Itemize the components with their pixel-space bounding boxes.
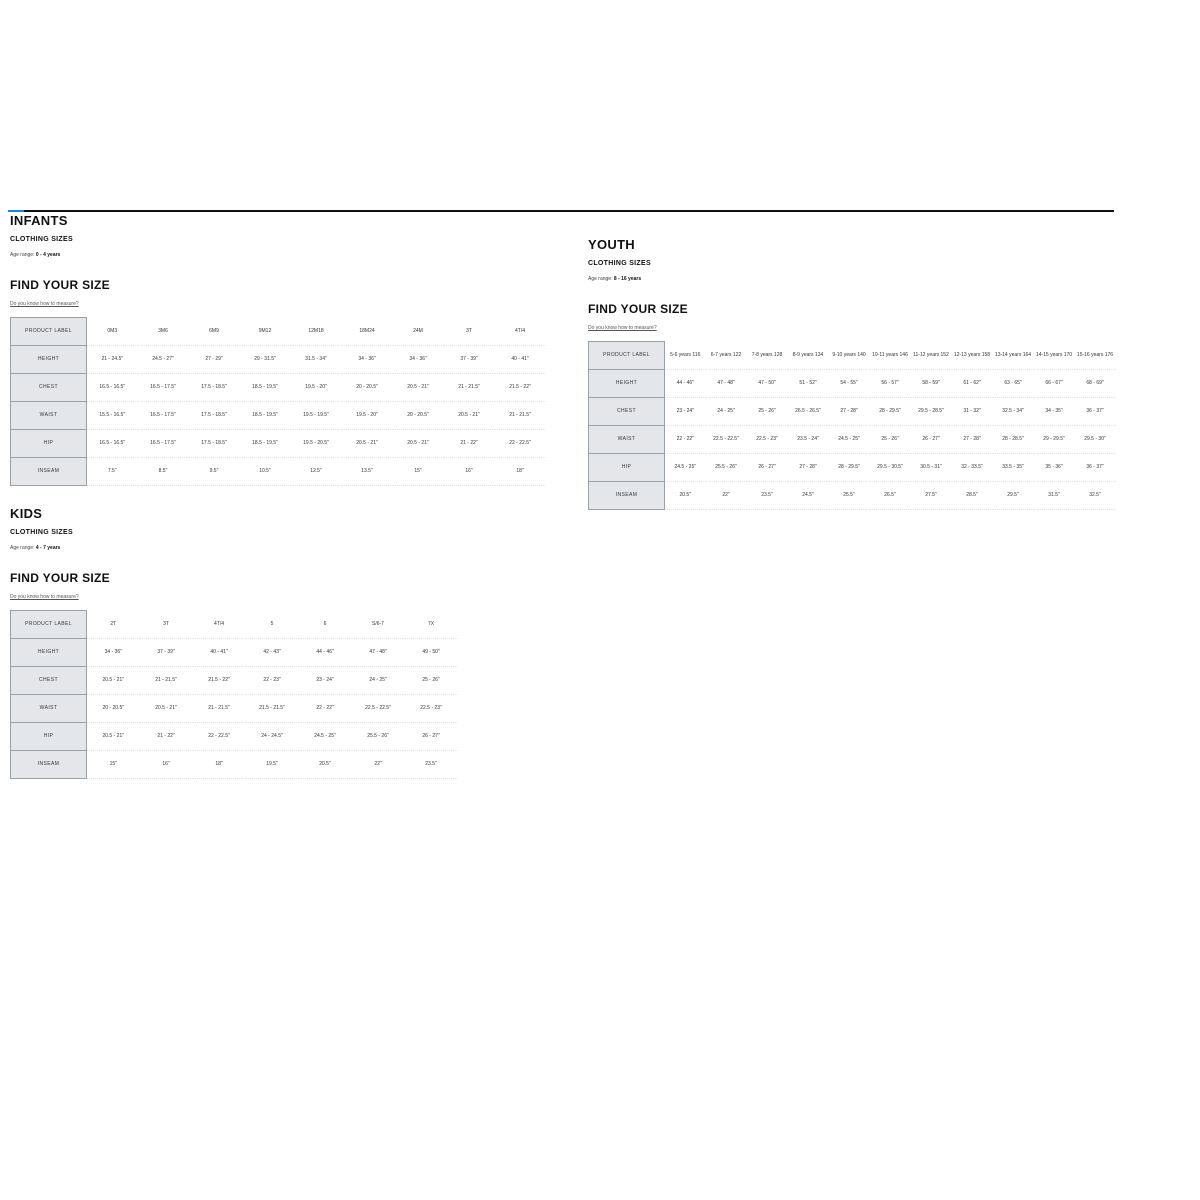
table-cell: 16.5 - 17.5" [138, 402, 189, 430]
table-cell: 17.5 - 18.5" [189, 430, 240, 458]
table-cell: 28 - 29.5" [829, 454, 870, 482]
table-cell: 21 - 21.5" [444, 374, 495, 402]
table-cell: 21 - 22" [444, 430, 495, 458]
row-header: HIP [11, 430, 87, 458]
table-cell: 20.5 - 21" [393, 374, 444, 402]
table-row [589, 398, 1116, 426]
table-cell: 36 - 37" [1075, 398, 1116, 426]
table-cell: 17.5 - 18.5" [189, 402, 240, 430]
table-row [11, 374, 546, 402]
table-cell: 24M [393, 318, 444, 346]
top-divider [8, 210, 1114, 212]
table-row [589, 370, 1116, 398]
table-cell: 18.5 - 19.5" [240, 374, 291, 402]
table-cell: 9-10 years 140 [829, 342, 870, 370]
table-cell: 44 - 46" [665, 370, 706, 398]
table-cell: 27 - 28" [829, 398, 870, 426]
table-cell: 19.5" [246, 751, 299, 779]
table-cell: 24.5 - 25" [299, 723, 352, 751]
table-cell: 8.5" [138, 458, 189, 486]
table-cell: 21 - 24.5" [87, 346, 138, 374]
table-cell: 20 - 20.5" [87, 695, 140, 723]
table-cell: 47 - 50" [747, 370, 788, 398]
row-header: PRODUCT LABEL [11, 318, 87, 346]
row-header: CHEST [11, 374, 87, 402]
table-cell: 11-12 years 152 [911, 342, 952, 370]
table-row [11, 402, 546, 430]
table-cell: 20.5 - 21" [87, 723, 140, 751]
table-cell: 0M3 [87, 318, 138, 346]
table-cell: 3T [140, 611, 193, 639]
kids-section [10, 507, 458, 779]
table-cell: 20.5 - 21" [140, 695, 193, 723]
table-cell: 25 - 26" [405, 667, 458, 695]
table-cell: 23.5 - 24" [788, 426, 829, 454]
table-cell: 19.5 - 20.5" [291, 430, 342, 458]
table-cell: 12M18 [291, 318, 342, 346]
table-row [11, 639, 458, 667]
row-header: INSEAM [11, 458, 87, 486]
table-cell: 7.5" [87, 458, 138, 486]
table-cell: 15" [87, 751, 140, 779]
table-cell: 18M24 [342, 318, 393, 346]
table-cell: 15" [393, 458, 444, 486]
table-cell: 23.5" [405, 751, 458, 779]
table-cell: S/6-7 [352, 611, 405, 639]
table-cell: 23 - 24" [299, 667, 352, 695]
row-header: WAIST [11, 695, 87, 723]
table-cell: 51 - 52" [788, 370, 829, 398]
table-row [589, 426, 1116, 454]
table-cell: 10.5" [240, 458, 291, 486]
find-your-size-title: FIND YOUR SIZE [10, 571, 110, 585]
table-row [11, 667, 458, 695]
table-cell: 49 - 50" [405, 639, 458, 667]
table-cell: 40 - 41" [193, 639, 246, 667]
table-cell: 30.5 - 31" [911, 454, 952, 482]
table-cell: 26.5" [870, 482, 911, 510]
table-cell: 29.5" [993, 482, 1034, 510]
table-row [11, 611, 458, 639]
how-to-measure-link[interactable]: Do you know how to measure? [10, 301, 79, 307]
table-cell: 22 - 23" [246, 667, 299, 695]
table-cell: 24 - 25" [352, 667, 405, 695]
table-row [11, 751, 458, 779]
table-cell: 21.5 - 22" [495, 374, 546, 402]
table-cell: 29.5 - 30.5" [870, 454, 911, 482]
row-header: WAIST [11, 402, 87, 430]
table-row [11, 346, 546, 374]
table-cell: 25.5" [829, 482, 870, 510]
row-header: HEIGHT [589, 370, 665, 398]
table-cell: 25.5 - 26" [706, 454, 747, 482]
table-cell: 21 - 21.5" [495, 402, 546, 430]
table-cell: 32.5 - 34" [993, 398, 1034, 426]
table-cell: 19.5 - 20" [342, 402, 393, 430]
table-cell: 15-16 years 176 [1075, 342, 1116, 370]
table-cell: 37 - 39" [140, 639, 193, 667]
table-cell: 29.5 - 30" [1075, 426, 1116, 454]
table-cell: 20.5 - 21" [342, 430, 393, 458]
table-cell: 68 - 69" [1075, 370, 1116, 398]
table-cell: 10-11 years 146 [870, 342, 911, 370]
table-cell: 16.5 - 17.5" [138, 374, 189, 402]
table-cell: 54 - 55" [829, 370, 870, 398]
table-cell: 22 - 22.5" [495, 430, 546, 458]
table-cell: 32 - 33.5" [952, 454, 993, 482]
table-cell: 32.5" [1075, 482, 1116, 510]
table-cell: 24.5 - 25" [665, 454, 706, 482]
table-cell: 34 - 36" [393, 346, 444, 374]
table-row [11, 723, 458, 751]
table-cell: 19.5 - 19.5" [291, 402, 342, 430]
section-subtitle: CLOTHING SIZES [10, 529, 73, 536]
section-subtitle: CLOTHING SIZES [588, 260, 651, 267]
table-cell: 22" [706, 482, 747, 510]
table-cell: 8-9 years 134 [788, 342, 829, 370]
table-cell: 16.5 - 17.5" [138, 430, 189, 458]
table-cell: 29 - 29.5" [1034, 426, 1075, 454]
size-table [588, 341, 1116, 510]
table-cell: 21 - 22" [140, 723, 193, 751]
table-cell: 34 - 35" [1034, 398, 1075, 426]
table-cell: 37 - 39" [444, 346, 495, 374]
table-cell: 2T [87, 611, 140, 639]
table-cell: 13.5" [342, 458, 393, 486]
table-cell: 22.5 - 22.5" [706, 426, 747, 454]
row-header: PRODUCT LABEL [589, 342, 665, 370]
table-cell: 21.5 - 21.5" [246, 695, 299, 723]
table-cell: 3T [444, 318, 495, 346]
table-cell: 31 - 32" [952, 398, 993, 426]
table-cell: 26.5 - 26.5" [788, 398, 829, 426]
table-cell: 47 - 48" [706, 370, 747, 398]
table-cell: 21 - 21.5" [140, 667, 193, 695]
table-row [11, 430, 546, 458]
find-your-size-title: FIND YOUR SIZE [588, 302, 688, 316]
table-cell: 56 - 57" [870, 370, 911, 398]
row-header: HIP [11, 723, 87, 751]
table-cell: 22" [352, 751, 405, 779]
table-cell: 14-15 years 170 [1034, 342, 1075, 370]
table-cell: 7X [405, 611, 458, 639]
table-row [11, 458, 546, 486]
table-cell: 6-7 years 122 [706, 342, 747, 370]
table-cell: 27 - 28" [788, 454, 829, 482]
table-cell: 22.5 - 23" [405, 695, 458, 723]
table-cell: 12.5" [291, 458, 342, 486]
section-title: INFANTS [10, 213, 68, 228]
row-header: HIP [589, 454, 665, 482]
table-cell: 18" [495, 458, 546, 486]
table-cell: 6M9 [189, 318, 240, 346]
table-cell: 22.5 - 23" [747, 426, 788, 454]
table-cell: 15.5 - 16.5" [87, 402, 138, 430]
table-cell: 17.5 - 18.5" [189, 374, 240, 402]
table-cell: 16" [444, 458, 495, 486]
table-cell: 21.5 - 22" [193, 667, 246, 695]
top-divider-accent [8, 210, 24, 212]
table-cell: 26 - 27" [747, 454, 788, 482]
table-cell: 27 - 29" [189, 346, 240, 374]
table-row [11, 318, 546, 346]
table-cell: 26 - 27" [911, 426, 952, 454]
row-header: CHEST [589, 398, 665, 426]
table-cell: 44 - 46" [299, 639, 352, 667]
table-cell: 63 - 65" [993, 370, 1034, 398]
table-cell: 36 - 37" [1075, 454, 1116, 482]
table-cell: 42 - 43" [246, 639, 299, 667]
table-cell: 21 - 21.5" [193, 695, 246, 723]
table-row [11, 695, 458, 723]
table-cell: 4T/4 [495, 318, 546, 346]
age-range: Age range: 8 - 16 years [588, 276, 642, 282]
table-cell: 20.5 - 21" [393, 430, 444, 458]
table-cell: 40 - 41" [495, 346, 546, 374]
row-header: PRODUCT LABEL [11, 611, 87, 639]
table-cell: 27.5" [911, 482, 952, 510]
table-cell: 26 - 27" [405, 723, 458, 751]
size-table [10, 610, 458, 779]
table-cell: 20 - 20.5" [393, 402, 444, 430]
size-table [10, 317, 546, 486]
table-cell: 3M6 [138, 318, 189, 346]
infants-section [10, 214, 546, 486]
table-cell: 31.5" [1034, 482, 1075, 510]
table-cell: 16.5 - 16.5" [87, 374, 138, 402]
table-cell: 22 - 22" [299, 695, 352, 723]
table-cell: 6 [299, 611, 352, 639]
table-cell: 19.5 - 20" [291, 374, 342, 402]
section-subtitle: CLOTHING SIZES [10, 236, 73, 243]
table-cell: 24 - 25" [706, 398, 747, 426]
row-header: HEIGHT [11, 639, 87, 667]
table-cell: 28.5" [952, 482, 993, 510]
table-cell: 47 - 48" [352, 639, 405, 667]
table-cell: 20.5" [299, 751, 352, 779]
table-cell: 35 - 36" [1034, 454, 1075, 482]
table-cell: 20.5 - 21" [444, 402, 495, 430]
row-header: CHEST [11, 667, 87, 695]
table-cell: 20.5 - 21" [87, 667, 140, 695]
table-cell: 18" [193, 751, 246, 779]
row-header: HEIGHT [11, 346, 87, 374]
table-cell: 22 - 22.5" [193, 723, 246, 751]
table-cell: 29 - 31.5" [240, 346, 291, 374]
youth-section [588, 238, 1116, 510]
section-title: KIDS [10, 506, 43, 521]
table-cell: 61 - 62" [952, 370, 993, 398]
row-header: INSEAM [589, 482, 665, 510]
table-cell: 5-6 years 116 [665, 342, 706, 370]
table-cell: 7-8 years 128 [747, 342, 788, 370]
table-row [589, 454, 1116, 482]
table-cell: 16.5 - 16.5" [87, 430, 138, 458]
table-cell: 12-13 years 158 [952, 342, 993, 370]
table-cell: 4T/4 [193, 611, 246, 639]
table-cell: 18.5 - 19.5" [240, 402, 291, 430]
table-cell: 22.5 - 22.5" [352, 695, 405, 723]
table-cell: 28 - 28.5" [993, 426, 1034, 454]
table-cell: 24.5 - 25" [829, 426, 870, 454]
table-cell: 29.5 - 28.5" [911, 398, 952, 426]
table-cell: 22 - 22" [665, 426, 706, 454]
table-cell: 20 - 20.5" [342, 374, 393, 402]
table-cell: 25 - 26" [870, 426, 911, 454]
table-cell: 24 - 24.5" [246, 723, 299, 751]
how-to-measure-link[interactable]: Do you know how to measure? [588, 325, 657, 331]
table-row [589, 482, 1116, 510]
table-cell: 34 - 36" [87, 639, 140, 667]
table-cell: 24.5 - 27" [138, 346, 189, 374]
how-to-measure-link[interactable]: Do you know how to measure? [10, 594, 79, 600]
table-cell: 16" [140, 751, 193, 779]
table-cell: 33.5 - 35" [993, 454, 1034, 482]
table-row [589, 342, 1116, 370]
table-cell: 18.5 - 19.5" [240, 430, 291, 458]
age-range: Age range: 0 - 4 years [10, 252, 61, 258]
table-cell: 28 - 29.5" [870, 398, 911, 426]
find-your-size-title: FIND YOUR SIZE [10, 278, 110, 292]
table-cell: 20.5" [665, 482, 706, 510]
table-cell: 27 - 28" [952, 426, 993, 454]
table-cell: 23.5" [747, 482, 788, 510]
row-header: INSEAM [11, 751, 87, 779]
table-cell: 23 - 24" [665, 398, 706, 426]
table-cell: 25.5 - 26" [352, 723, 405, 751]
table-cell: 9.5" [189, 458, 240, 486]
table-cell: 58 - 59" [911, 370, 952, 398]
table-cell: 66 - 67" [1034, 370, 1075, 398]
table-cell: 9M12 [240, 318, 291, 346]
table-cell: 34 - 36" [342, 346, 393, 374]
table-cell: 5 [246, 611, 299, 639]
table-cell: 31.5 - 34" [291, 346, 342, 374]
table-cell: 24.5" [788, 482, 829, 510]
table-cell: 13-14 years 164 [993, 342, 1034, 370]
table-cell: 25 - 26" [747, 398, 788, 426]
section-title: YOUTH [588, 237, 635, 252]
age-range: Age range: 4 - 7 years [10, 545, 61, 551]
row-header: WAIST [589, 426, 665, 454]
